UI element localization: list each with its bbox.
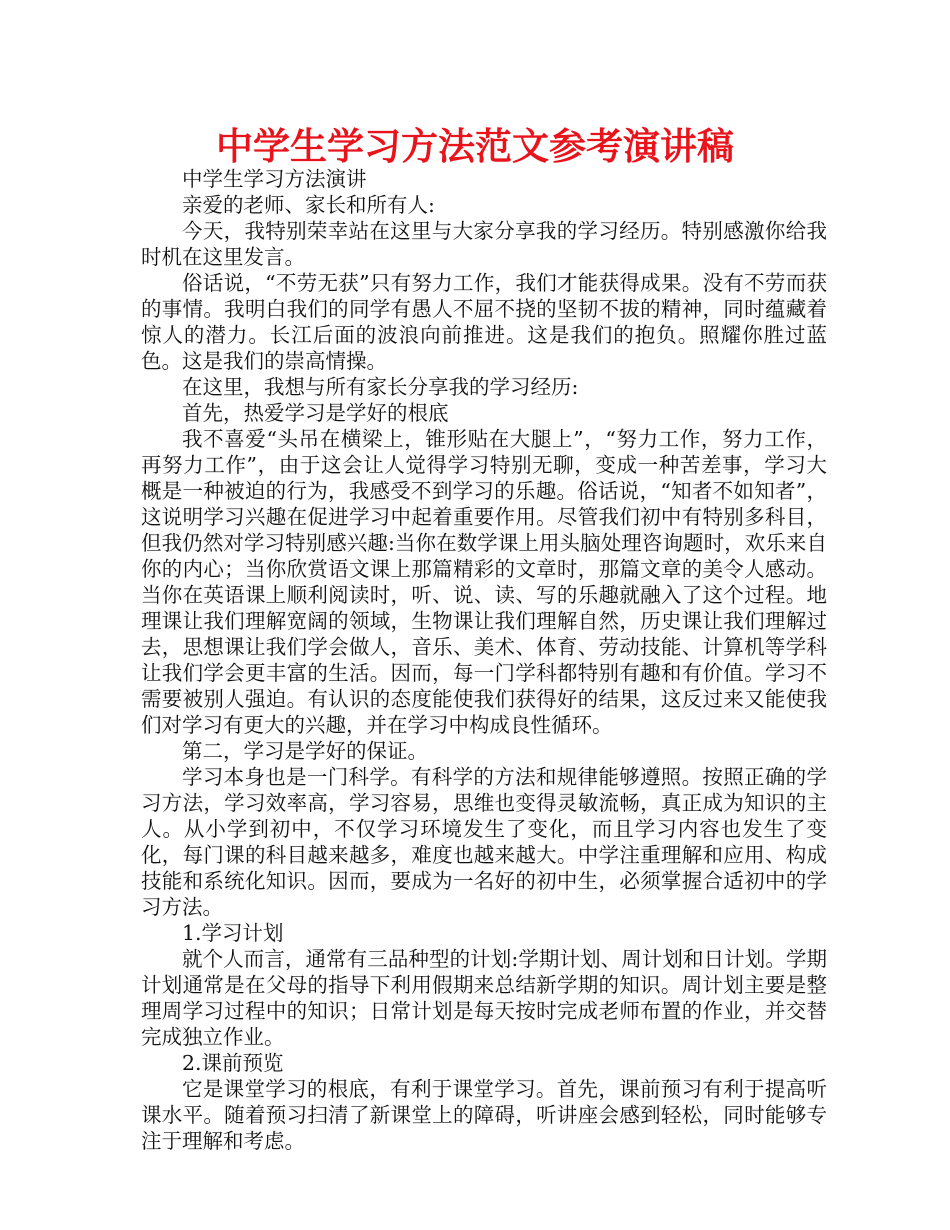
subsection-heading: 2.课前预览: [182, 1051, 284, 1075]
salutation: 亲爱的老师、家长和所有人:: [182, 193, 435, 217]
paragraph: 就个人而言，通常有三品种型的计划:学期计划、周计划和日计划。学期计划通常是在父母的指导下利用假期来总结新学期的知识。周计划主要是整理周学习过程中的知识；日常计划是每天按时完成老师布置的作业，并交替完成独立作业。: [141, 947, 827, 1049]
paragraph: 今天，我特别荣幸站在这里与大家分享我的学习经历。特别感激你给我时机在这里发言。: [141, 219, 827, 269]
document-title: 中学生学习方法范文参考演讲稿: [216, 125, 734, 168]
section-heading: 首先，热爱学习是学好的根底: [182, 401, 449, 425]
paragraph: 俗话说，“不劳无获”只有努力工作，我们才能获得成果。没有不劳而获的事情。我明白我们的同学有愚人不屈不挠的坚韧不拔的精神，同时蕴藏着惊人的潜力。长江后面的波浪向前推进。这是我们的抱负。照耀你胜过蓝色。这是我们的崇高情操。: [141, 271, 827, 373]
subsection-heading: 1.学习计划: [182, 921, 284, 945]
paragraph: 我不喜爱“头吊在横梁上，锥形贴在大腿上”，“努力工作，努力工作，再努力工作”，由于这会让人觉得学习特别无聊，变成一种苦差事，学习大概是一种被迫的行为，我感受不到学习的乐趣。俗话说，“知者不如知者”，这说明学习兴趣在促进学习中起着重要作用。尽管我们初中有特别多科目，但我仍然对学习特别感兴趣:当你在数学课上用头脑处理咨询题时，欢乐来自你的内心；当你欣赏语文课上那篇精彩的文章时，那篇文章的美令人感动。当你在英语课上顺利阅读时，听、说、读、写的乐趣就融入了这个过程。地理课让我们理解宽阔的领域，生物课让我们理解自然，历史课让我们理解过去，思想课让我们学会做人，音乐、美术、体育、劳动技能、计算机等学科让我们学会更丰富的生活。因而，每一门学科都特别有趣和有价值。学习不需要被别人强迫。有认识的态度能使我们获得好的结果，这反过来又能使我们对学习有更大的兴趣，并在学习中构成良性循环。: [141, 427, 827, 737]
section-heading: 第二，学习是学好的保证。: [182, 739, 428, 763]
paragraph: 学习本身也是一门科学。有科学的方法和规律能够遵照。按照正确的学习方法，学习效率高，学习容易，思维也变得灵敏流畅，真正成为知识的主人。从小学到初中，不仅学习环境发生了变化，而且学习内容也发生了变化，每门课的科目越来越多，难度也越来越大。中学注重理解和应用、构成技能和系统化知识。因而，要成为一名好的初中生，必须掌握合适初中的学习方法。: [141, 765, 827, 919]
document-body: [141, 166, 827, 1154]
paragraph: 在这里，我想与所有家长分享我的学习经历:: [182, 375, 579, 399]
heading-line: 中学生学习方法演讲: [182, 167, 367, 191]
paragraph: 它是课堂学习的根底，有利于课堂学习。首先，课前预习有利于提高听课水平。随着预习扫清了新课堂上的障碍，听讲座会感到轻松，同时能够专注于理解和考虑。: [141, 1077, 827, 1153]
